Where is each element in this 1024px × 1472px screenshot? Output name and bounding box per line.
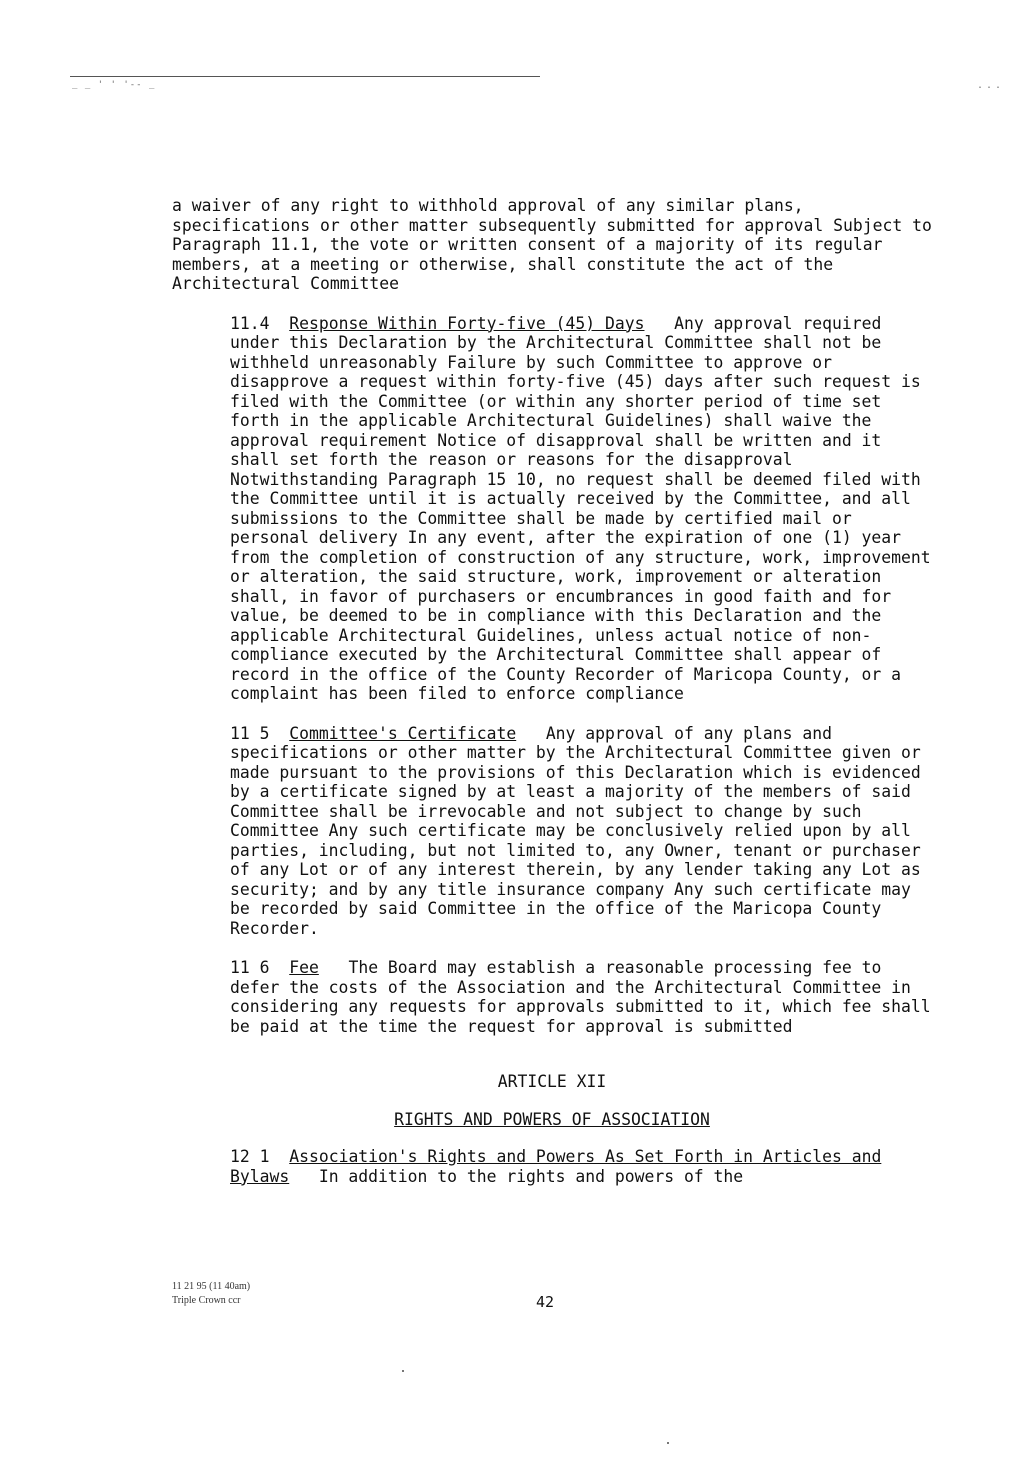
footer-date: 11 21 95 (11 40am) xyxy=(172,1281,251,1292)
section-number: 11 5 xyxy=(230,723,270,743)
paragraph-continuation: a waiver of any right to withhold approval of any similar plans, specifications or other matter subsequently submitted for approval Subject to Paragraph 11.1, the vote or written consent of a majority of its regular members, at a meeting or otherwise, shall constitute the act of the Architectural Committee xyxy=(172,196,932,293)
section-heading: Association's Rights and Powers As Set Forth in Articles and Bylaws xyxy=(230,1147,882,1186)
section-heading: Fee xyxy=(289,958,319,977)
document-page xyxy=(172,196,932,1186)
section-11-6 xyxy=(172,958,932,1036)
scan-speck xyxy=(667,1442,669,1444)
section-text: The Board may establish a reasonable processing fee to defer the costs of the Association and the Architectural Committee in considering any requests for approvals submitted to it, which fee shall be paid at the time the request for approval is submitted xyxy=(230,958,931,1036)
section-11-4 xyxy=(172,314,932,704)
scan-header-mark: _ _ ' ' '-- _ xyxy=(72,80,156,90)
article-label: ARTICLE XII xyxy=(497,1072,607,1091)
section-text: Any approval required under this Declaration by the Architectural Committee shall not be withheld unreasonably Failure by such Committee to approve or disapprove a request within forty-five (45) days after such request is filed with the Committee (or within any shorter period of time set forth in the applicable Architectural Guidelines) shall waive the approval requirement Notice of disapproval shall be written and it shall set forth the reason or reasons for the disapproval Notwithstanding Paragraph 15 10, no request shall be deemed filed with the Committee until it is actually received by the Committee, and all submissions to the Committee shall be made by certified mail or personal delivery In any event, after the expiration of one (1) year from the completion of construction of any structure, work, improvement or alteration, the said structure, work, improvement or alteration shall, in favor of purchasers or encumbrances in good faith and for value, be deemed to be in compliance with this Declaration and the applicable Architectural Guidelines, unless actual notice of non-compliance executed by the Architectural Committee shall appear of record in the office of the County Recorder of Maricopa County, or a complaint has been filed to enforce compliance xyxy=(230,313,931,703)
scan-speck xyxy=(402,1370,404,1372)
section-heading: Response Within Forty-five (45) Days xyxy=(289,313,645,333)
article-title: RIGHTS AND POWERS OF ASSOCIATION xyxy=(394,1109,710,1129)
section-11-5 xyxy=(172,724,932,939)
page-number: 42 xyxy=(536,1293,555,1311)
section-12-1 xyxy=(172,1147,932,1186)
footer-file-info xyxy=(172,1280,250,1308)
section-number: 11.4 xyxy=(230,313,270,333)
section-text: In addition to the rights and powers of the xyxy=(318,1166,744,1186)
footer-filename: Triple Crown ccr xyxy=(172,1295,241,1306)
section-number: 12 1 xyxy=(230,1147,270,1166)
section-number: 11 6 xyxy=(230,958,270,977)
scan-top-rule xyxy=(70,76,540,77)
section-text: Any approval of any plans and specifications or other matter by the Architectural Committee given or made pursuant to the provisions of this Declaration which is evidenced by a certificate signed by at least a majority of the members of said Committee shall be irrevocable and not subject to change by such Committee Any such certificate may be conclusively relied upon by all parties, including, but not limited to, any Owner, tenant or purchaser of any Lot or of any interest therein, by any lender taking any Lot as security; and by any title insurance company Any such certificate may be recorded by said Committee in the office of the Maricopa County Recorder. xyxy=(230,723,921,938)
section-heading: Committee's Certificate xyxy=(289,723,517,743)
scan-corner-dots: ... xyxy=(976,80,1004,91)
